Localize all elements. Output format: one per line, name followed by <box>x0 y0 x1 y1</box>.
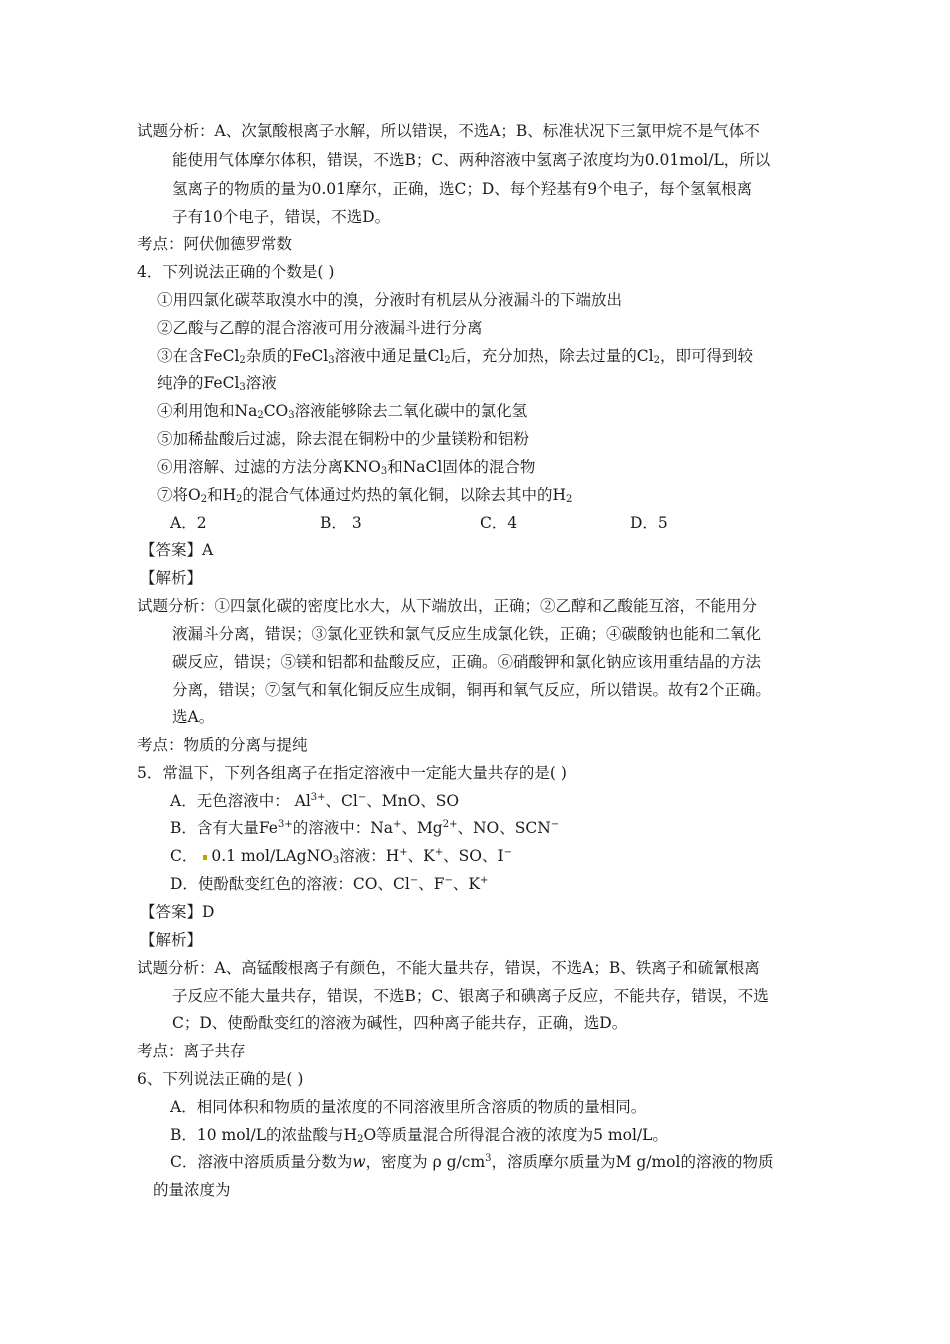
q4-analysis-line-3: 碳反应，错误；⑤镁和铝都和盐酸反应，正确。⑥硝酸钾和氯化钠应该用重结晶的方法 <box>172 653 762 671</box>
q5-option-a: A．无色溶液中： $Al^{3+}$、Cl−、MnO、SO <box>170 792 460 810</box>
q4-answer: 【答案】A <box>140 541 214 559</box>
q4-analysis-line-2: 液漏斗分离，错误；③氯化亚铁和氯气反应生成氯化铁，正确；④碳酸钠也能和二氧化 <box>172 625 762 643</box>
q5-jiexi-label: 【解析】 <box>140 931 203 949</box>
q3-analysis-line-2: 能使用气体摩尔体积，错误，不选B；C、两种溶液中氢离子浓度均为0.01mol/L，所以 <box>172 151 771 169</box>
q4-item-1: ①用四氯化碳萃取溴水中的溴，分液时有机层从分液漏斗的下端放出 <box>157 291 623 309</box>
q5-stem: 5．常温下，下列各组离子在指定溶液中一定能大量共存的是( ) <box>137 764 567 782</box>
q4-item-7: ⑦将$O_2$和$H_2$的混合气体通过灼热的氧化铜，以除去其中的$H_2$ <box>157 486 573 505</box>
q4-analysis-line-1: 试题分析：①四氯化碳的密度比水大，从下端放出，正确；②乙醇和乙酸能互溶，不能用分 <box>137 597 758 615</box>
q5-answer: 【答案】D <box>140 903 215 921</box>
q4-kaodian: 考点：物质的分离与提纯 <box>137 736 308 754</box>
q4-analysis-line-4: 分离，错误；⑦氢气和氧化铜反应生成铜，铜再和氧气反应，所以错误。故有2个正确。 <box>172 681 771 699</box>
q4-item-4: ④利用饱和$Na_2CO_3$溶液能够除去二氧化碳中的氯化氢 <box>157 402 528 421</box>
q4-item-3-cont: 纯净的FeCl$_3$溶液 <box>157 374 277 393</box>
q6-stem: 6、下列说法正确的是( ) <box>137 1070 304 1088</box>
q4-jiexi-label: 【解析】 <box>140 569 203 587</box>
q4-item-6: ⑥用溶解、过滤的方法分离$KNO_3$和NaCl固体的混合物 <box>157 458 536 477</box>
q5-kaodian: 考点：离子共存 <box>137 1042 246 1060</box>
q4-stem: 4．下列说法正确的个数是( ) <box>137 263 335 281</box>
q5-option-b: B．含有大量$Fe^{3+}$的溶液中：Na+、$Mg^{2+}$、NO、SCN− <box>170 819 560 837</box>
q4-option-c: C．4 <box>480 514 518 532</box>
q5-analysis-line-1: 试题分析：A、高锰酸根离子有颜色，不能大量共存，错误，不选A；B、铁离子和硫氰根离 <box>137 959 760 977</box>
q4-item-2: ②乙酸与乙醇的混合溶液可用分液漏斗进行分离 <box>157 319 483 337</box>
q6-option-b: B．10 mol/L的浓盐酸与$H_2O$等质量混合所得混合液的浓度为5 mol/L。 <box>170 1126 668 1145</box>
q6-option-c-cont: 的量浓度为 <box>153 1181 231 1199</box>
q5-option-c: C． 0.1 mol/LAgNO$_3$溶液：H+、K+、SO、I− <box>170 847 512 866</box>
q3-analysis-line-3: 氢离子的物质的量为0.01摩尔，正确，选C；D、每个羟基有9个电子，每个氢氧根离 <box>172 180 753 198</box>
highlight-dot <box>203 855 207 860</box>
q4-option-d: D．5 <box>630 514 668 532</box>
q6-option-a: A．相同体积和物质的量浓度的不同溶液里所含溶质的物质的量相同。 <box>170 1098 647 1116</box>
q6-option-c: C．溶液中溶质质量分数为w，密度为 ρ $g/cm^3$，溶质摩尔质量为M g/mol的溶液的物质 <box>170 1153 774 1171</box>
q4-analysis-line-5: 选A。 <box>172 708 215 726</box>
q5-analysis-line-2: 子反应不能大量共存，错误，不选B；C、银离子和碘离子反应，不能共存，错误，不选 <box>172 987 769 1005</box>
q4-item-3: ③在含FeCl$_2$杂质的FeCl$_3$溶液中通足量$Cl_2$后，充分加热，除去过量的$Cl_2$，即可得到较 <box>157 347 753 366</box>
q4-option-a: A．2 <box>170 514 207 532</box>
q4-item-5: ⑤加稀盐酸后过滤，除去混在铜粉中的少量镁粉和铝粉 <box>157 430 530 448</box>
q3-kaodian: 考点：阿伏伽德罗常数 <box>137 235 293 253</box>
q3-analysis-line-4: 子有10个电子，错误，不选D。 <box>172 208 391 226</box>
q5-analysis-line-3: C；D、使酚酞变红的溶液为碱性，四种离子能共存，正确，选D。 <box>172 1014 628 1032</box>
q4-option-b: B． 3 <box>320 514 362 532</box>
q3-analysis-line-1: 试题分析：A、次氯酸根离子水解，所以错误，不选A；B、标准状况下三氯甲烷不是气体不 <box>137 122 760 140</box>
q5-option-d: D．使酚酞变红色的溶液：CO、Cl−、F−、K+ <box>170 875 489 893</box>
